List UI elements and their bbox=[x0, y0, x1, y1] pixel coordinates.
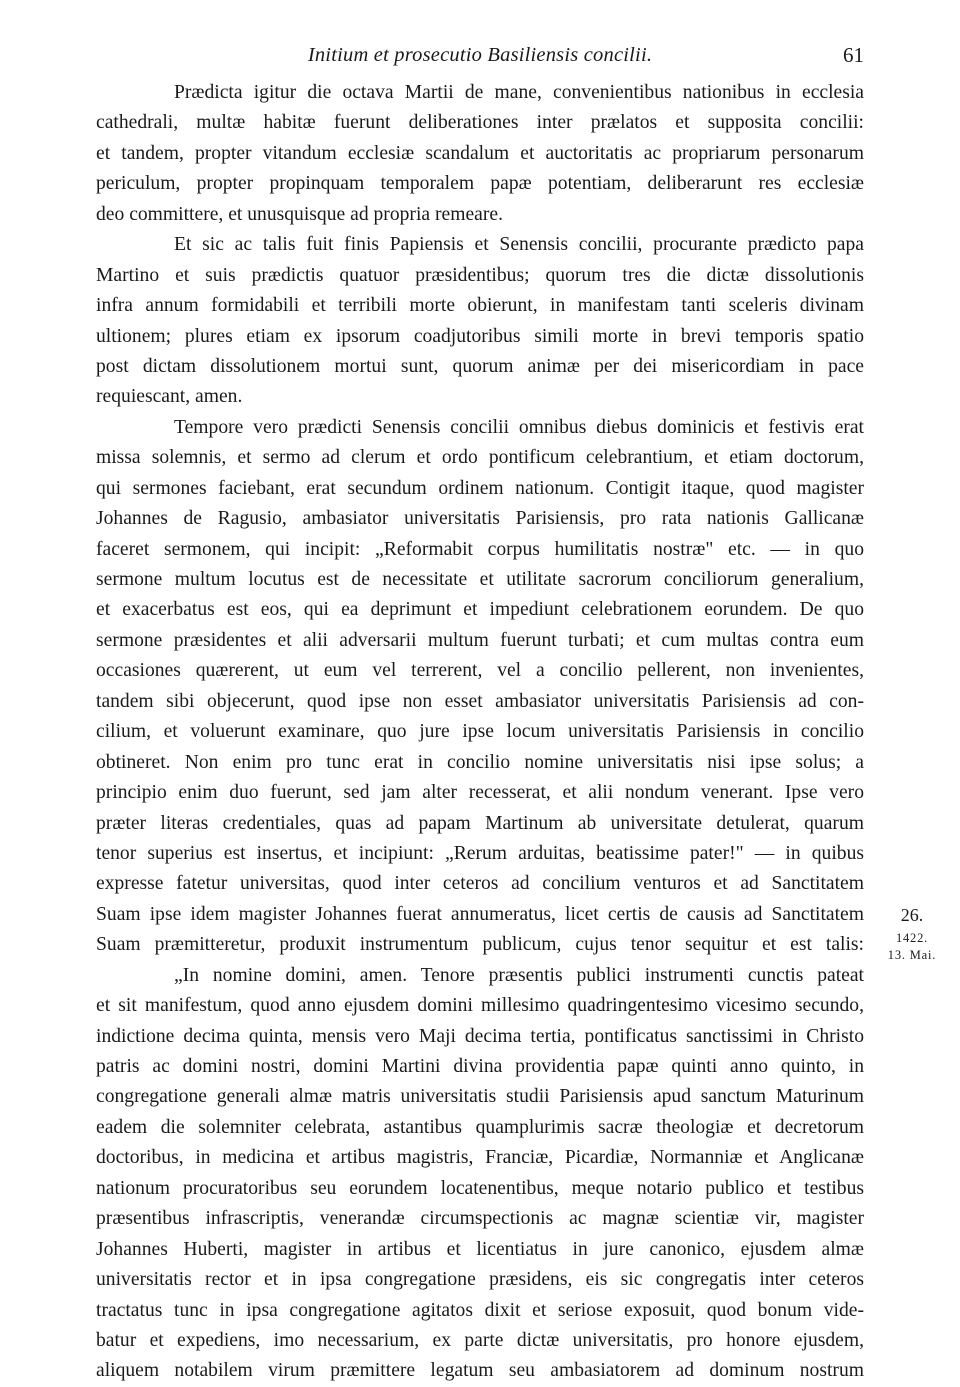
margin-year: 1422. bbox=[895, 931, 929, 945]
text-line: principio enim duo fuerunt, sed jam alter recesserat, et alii nondum venerant. Ipse vero bbox=[96, 782, 864, 804]
body-text bbox=[96, 78, 864, 1387]
text-line: expresse fatetur universitas, quod inter ceteros ad concilium venturos et ad Sanctitatem bbox=[96, 873, 864, 895]
text-line: aliquem notabilem virum præmittere legatum seu ambasiatorem ad dominum nostrum bbox=[96, 1360, 864, 1382]
text-line: Johannes de Ragusio, ambasiator universitatis Parisiensis, pro rata nationis Gallicanæ bbox=[96, 508, 864, 530]
margin-notes bbox=[872, 900, 952, 964]
text-line: qui sermones faciebant, erat secundum ordinem nationum. Contigit itaque, quod magister bbox=[96, 477, 864, 499]
text-line: sermone præsidentes et alii adversarii multum fuerunt turbati; et cum multas contra eum bbox=[96, 629, 864, 651]
text-line: tractatus tunc in ipsa congregatione agitatos dixit et seriose exposuit, quod bonum vide- bbox=[96, 1299, 864, 1321]
text-line: eadem die solemniter celebrata, astantibus quamplurimis sacræ theologiæ et decretorum bbox=[96, 1116, 864, 1138]
text-line: Suam præmitteretur, produxit instrumentum publicum, cujus tenor sequitur et est talis: bbox=[96, 934, 864, 956]
text-line: et exacerbatus est eos, qui ea deprimunt et impediunt celebrationem eorundem. De quo bbox=[96, 599, 864, 621]
text-line: requiescant, amen. bbox=[96, 386, 243, 408]
text-line: obtineret. Non enim pro tunc erat in concilio nomine universitatis nisi ipse solus; a bbox=[96, 751, 864, 773]
text-line: et tandem, propter vitandum ecclesiæ scandalum et auctoritatis ac propriarum personarum bbox=[96, 142, 864, 164]
text-line: Suam ipse idem magister Johannes fuerat annumeratus, licet certis de causis ad Sanctitatem bbox=[96, 903, 864, 925]
text-line: Tempore vero prædicti Senensis concilii omnibus diebus dominicis et festivis erat bbox=[174, 416, 864, 438]
running-title: Initium et prosecutio Basiliensis concilii. bbox=[307, 44, 653, 66]
text-line: deo committere, et unusquisque ad propria remeare. bbox=[96, 203, 503, 225]
text-line: nationum procuratoribus seu eorundem locatenentibus, meque notario publico et testibus bbox=[96, 1177, 864, 1199]
page-number: 61 bbox=[843, 43, 864, 67]
margin-date: 13. Mai. bbox=[887, 948, 937, 962]
text-line: post dictam dissolutionem mortui sunt, quorum animæ per dei misericordiam in pace bbox=[96, 355, 864, 377]
text-line: batur et expediens, imo necessarium, ex parte dictæ universitatis, pro honore ejusdem, bbox=[96, 1329, 864, 1351]
text-line: præter literas credentiales, quas ad papam Martinum ab universitate detulerat, quarum bbox=[96, 812, 864, 834]
text-line: sermone multum locutus est de necessitate et utilitate sacrorum conciliorum generalium, bbox=[96, 569, 864, 590]
text-line: universitatis rector et in ipsa congregatione præsidens, eis sic congregatis inter ceteros bbox=[96, 1269, 864, 1291]
margin-document-number: 26. bbox=[900, 905, 924, 925]
text-line: tenor superius est insertus, et incipiunt: „Rerum arduitas, beatissime pater!" — in quibus bbox=[96, 842, 864, 864]
running-head bbox=[96, 40, 864, 70]
text-line: præsentibus infrascriptis, venerandæ circumspectionis ac magnæ scientiæ vir, magister bbox=[96, 1208, 864, 1230]
text-line: Prædicta igitur die octava Martii de mane, convenientibus nationibus in ecclesia bbox=[174, 82, 864, 103]
text-line: periculum, propter propinquam temporalem papæ potentiam, deliberarunt res ecclesiæ bbox=[96, 173, 864, 195]
text-line: tandem sibi objecerunt, quod ipse non esset ambasiator universitatis Parisiensis ad con- bbox=[96, 690, 864, 712]
text-line: occasiones quærerent, ut eum vel terrerent, vel a concilio pellerent, non invenientes, bbox=[96, 660, 864, 682]
text-line: faceret sermonem, qui incipit: „Reformabit corpus humilitatis nostræ" etc. — in quo bbox=[96, 538, 864, 560]
text-line: Johannes Huberti, magister in artibus et licentiatus in jure canonico, ejusdem almæ bbox=[96, 1238, 864, 1260]
text-line: Et sic ac talis fuit finis Papiensis et Senensis concilii, procurante prædicto papa bbox=[174, 234, 864, 256]
text-line: et sit manifestum, quod anno ejusdem domini millesimo quadringentesimo vicesimo secundo, bbox=[96, 995, 864, 1017]
text-line: cathedrali, multæ habitæ fuerunt deliberationes inter prælatos et supposita concilii: bbox=[96, 112, 864, 134]
text-line: doctoribus, in medicina et artibus magistris, Franciæ, Picardiæ, Normanniæ et Anglicanæ bbox=[96, 1147, 864, 1169]
text-line: patris ac domini nostri, domini Martini divina providentia papæ quinti anno quinto, in bbox=[96, 1056, 864, 1077]
text-line: congregatione generali almæ matris universitatis studii Parisiensis apud sanctum Maturinum bbox=[96, 1086, 864, 1108]
text-line: indictione decima quinta, mensis vero Maji decima tertia, pontificatus sanctissimi in Christo bbox=[96, 1025, 864, 1047]
text-line: „In nomine domini, amen. Tenore præsentis publici instrumenti cunctis pateat bbox=[174, 964, 864, 986]
text-line: ultionem; plures etiam ex ipsorum coadjutoribus simili morte in brevi temporis spatio bbox=[96, 325, 864, 347]
text-line: cilium, et voluerunt examinare, quo jure ipse locum universitatis Parisiensis in concilio bbox=[96, 721, 864, 743]
text-line: missa solemnis, et sermo ad clerum et ordo pontificum celebrantium, et etiam doctorum, bbox=[96, 447, 864, 469]
text-line: infra annum formidabili et terribili morte obierunt, in manifestam tanti sceleris divinam bbox=[96, 295, 864, 317]
text-line: Martino et suis prædictis quatuor præsidentibus; quorum tres die dictæ dissolutionis bbox=[96, 264, 864, 286]
